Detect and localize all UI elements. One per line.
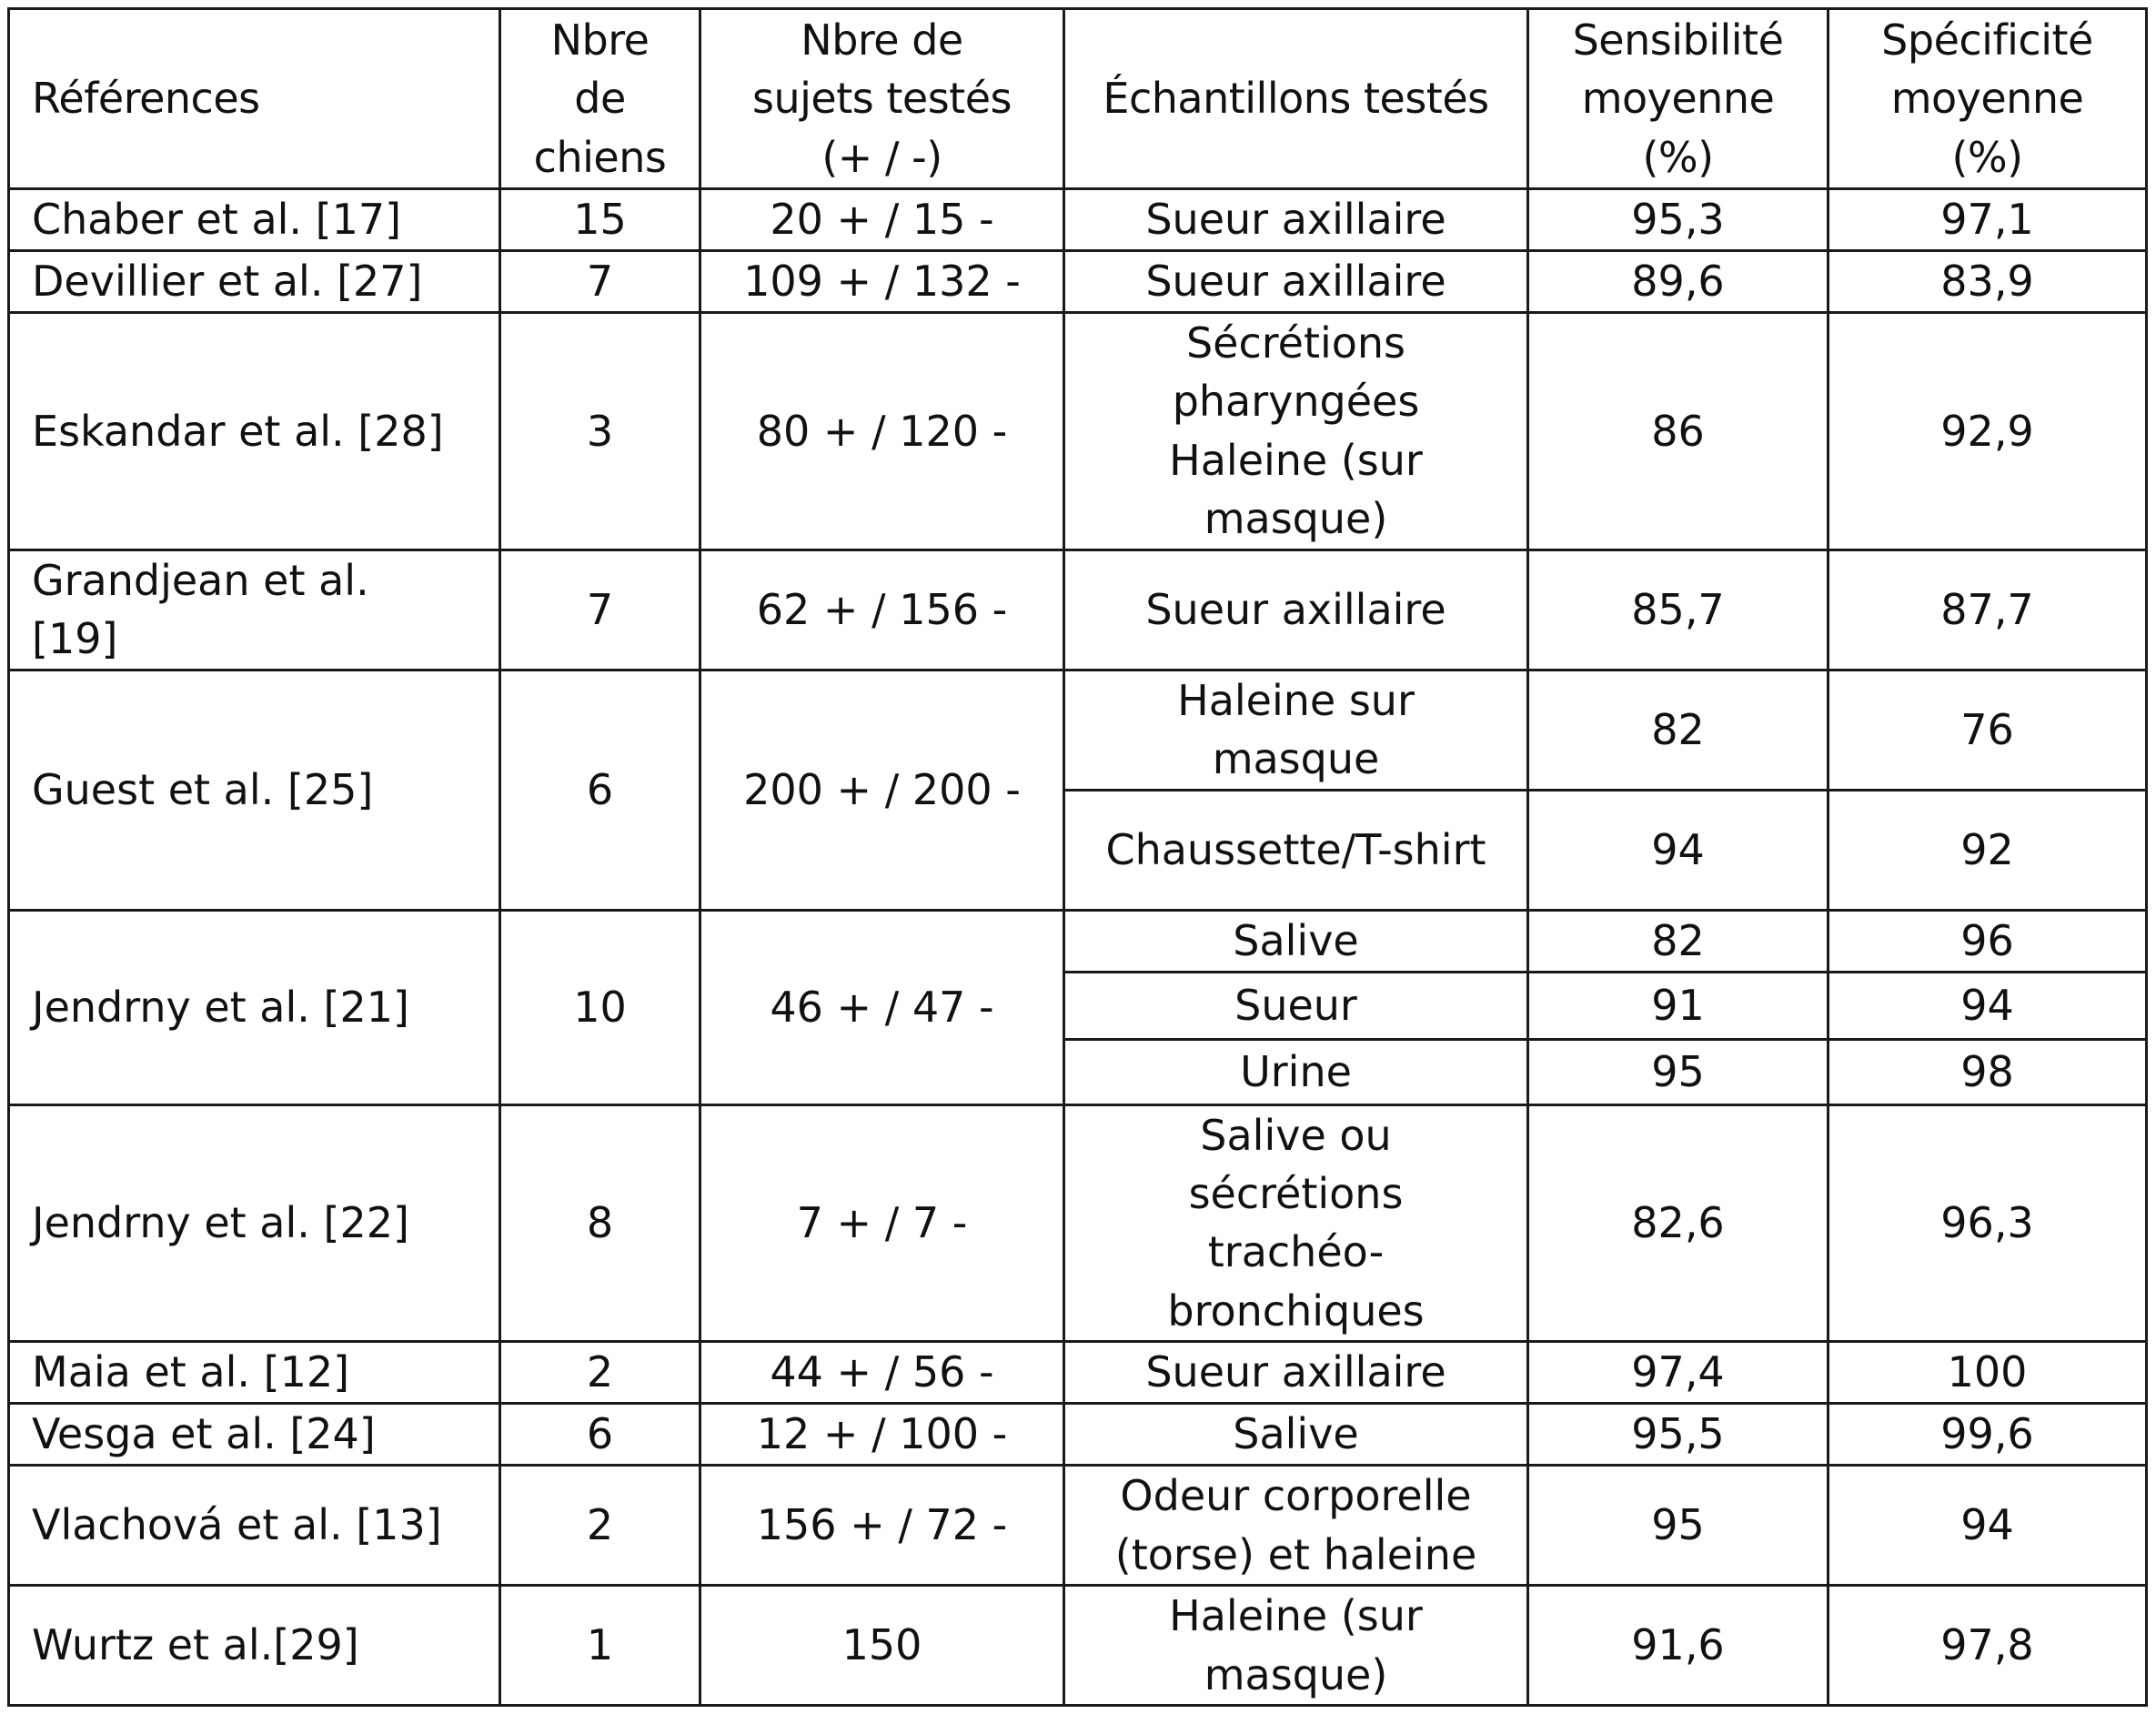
subjects-cell: 12 + / 100 - xyxy=(700,1404,1064,1466)
sample-cell: Sueur axillaire xyxy=(1064,1342,1528,1404)
header-specificity: Spécificité moyenne (%) xyxy=(1829,9,2147,189)
sensitivity-cell: 95 xyxy=(1528,1039,1829,1104)
specificity-cell: 99,6 xyxy=(1829,1404,2147,1466)
reference-cell: Eskandar et al. [28] xyxy=(9,313,500,550)
specificity-cell: 96 xyxy=(1829,910,2147,972)
sensitivity-cell: 95,3 xyxy=(1528,189,1829,251)
specificity-cell: 97,8 xyxy=(1829,1586,2147,1706)
table-row xyxy=(9,910,2147,972)
subjects-cell: 46 + / 47 - xyxy=(700,910,1064,1104)
subjects-cell: 44 + / 56 - xyxy=(700,1342,1064,1404)
dogs-count-cell: 1 xyxy=(500,1586,700,1706)
table-row xyxy=(9,1342,2147,1404)
subjects-cell: 80 + / 120 - xyxy=(700,313,1064,550)
studies-table-container xyxy=(7,7,2145,1707)
dogs-count-cell: 2 xyxy=(500,1342,700,1404)
sample-cell: Sueur axillaire xyxy=(1064,549,1528,670)
sample-cell: Sueur axillaire xyxy=(1064,251,1528,313)
sensitivity-cell: 82 xyxy=(1528,670,1829,790)
sensitivity-cell: 82 xyxy=(1528,910,1829,972)
table-row xyxy=(9,549,2147,670)
subjects-cell: 200 + / 200 - xyxy=(700,670,1064,910)
sensitivity-cell: 91,6 xyxy=(1528,1586,1829,1706)
specificity-cell: 87,7 xyxy=(1829,549,2147,670)
sensitivity-cell: 91 xyxy=(1528,972,1829,1039)
sensitivity-cell: 86 xyxy=(1528,313,1829,550)
sample-cell: Haleine (sur masque) xyxy=(1064,1586,1528,1706)
header-references: Références xyxy=(9,9,500,189)
table-row xyxy=(9,1104,2147,1342)
dog-detection-studies-table xyxy=(7,7,2148,1707)
sensitivity-cell: 82,6 xyxy=(1528,1104,1829,1342)
dogs-count-cell: 2 xyxy=(500,1466,700,1586)
sensitivity-cell: 89,6 xyxy=(1528,251,1829,313)
table-row xyxy=(9,1404,2147,1466)
table-row xyxy=(9,251,2147,313)
subjects-cell: 150 xyxy=(700,1586,1064,1706)
reference-cell: Vesga et al. [24] xyxy=(9,1404,500,1466)
specificity-cell: 92 xyxy=(1829,790,2147,910)
sample-cell: Haleine sur masque xyxy=(1064,670,1528,790)
subjects-cell: 109 + / 132 - xyxy=(700,251,1064,313)
subjects-cell: 7 + / 7 - xyxy=(700,1104,1064,1342)
reference-cell: Guest et al. [25] xyxy=(9,670,500,910)
sample-cell: Chaussette/T-shirt xyxy=(1064,790,1528,910)
reference-cell: Jendrny et al. [22] xyxy=(9,1104,500,1342)
sensitivity-cell: 95,5 xyxy=(1528,1404,1829,1466)
dogs-count-cell: 6 xyxy=(500,1404,700,1466)
subjects-cell: 20 + / 15 - xyxy=(700,189,1064,251)
header-dogs: Nbre de chiens xyxy=(500,9,700,189)
table-row xyxy=(9,1586,2147,1706)
specificity-cell: 96,3 xyxy=(1829,1104,2147,1342)
reference-cell: Devillier et al. [27] xyxy=(9,251,500,313)
reference-cell: Chaber et al. [17] xyxy=(9,189,500,251)
table-row xyxy=(9,189,2147,251)
dogs-count-cell: 10 xyxy=(500,910,700,1104)
sample-cell: Salive xyxy=(1064,910,1528,972)
sample-cell: Sueur xyxy=(1064,972,1528,1039)
reference-cell: Vlachová et al. [13] xyxy=(9,1466,500,1586)
specificity-cell: 76 xyxy=(1829,670,2147,790)
sensitivity-cell: 94 xyxy=(1528,790,1829,910)
table-row xyxy=(9,313,2147,550)
subjects-cell: 156 + / 72 - xyxy=(700,1466,1064,1586)
specificity-cell: 92,9 xyxy=(1829,313,2147,550)
subjects-cell: 62 + / 156 - xyxy=(700,549,1064,670)
sample-cell: Salive xyxy=(1064,1404,1528,1466)
dogs-count-cell: 15 xyxy=(500,189,700,251)
specificity-cell: 94 xyxy=(1829,972,2147,1039)
header-samples: Échantillons testés xyxy=(1064,9,1528,189)
specificity-cell: 94 xyxy=(1829,1466,2147,1586)
reference-cell: Jendrny et al. [21] xyxy=(9,910,500,1104)
sensitivity-cell: 97,4 xyxy=(1528,1342,1829,1404)
specificity-cell: 100 xyxy=(1829,1342,2147,1404)
header-subjects: Nbre de sujets testés (+ / -) xyxy=(700,9,1064,189)
specificity-cell: 83,9 xyxy=(1829,251,2147,313)
reference-cell: Wurtz et al.[29] xyxy=(9,1586,500,1706)
sample-cell: Sueur axillaire xyxy=(1064,189,1528,251)
table-row xyxy=(9,1466,2147,1586)
reference-cell: Maia et al. [12] xyxy=(9,1342,500,1404)
reference-cell: Grandjean et al. [19] xyxy=(9,549,500,670)
sample-cell: Urine xyxy=(1064,1039,1528,1104)
header-sensitivity: Sensibilité moyenne (%) xyxy=(1528,9,1829,189)
header-row xyxy=(9,9,2147,189)
sensitivity-cell: 95 xyxy=(1528,1466,1829,1586)
sample-cell: Salive ou sécrétions trachéo- bronchiques xyxy=(1064,1104,1528,1342)
sensitivity-cell: 85,7 xyxy=(1528,549,1829,670)
dogs-count-cell: 7 xyxy=(500,549,700,670)
specificity-cell: 98 xyxy=(1829,1039,2147,1104)
dogs-count-cell: 6 xyxy=(500,670,700,910)
dogs-count-cell: 7 xyxy=(500,251,700,313)
specificity-cell: 97,1 xyxy=(1829,189,2147,251)
table-row xyxy=(9,670,2147,790)
sample-cell: Sécrétions pharyngées Haleine (sur masque) xyxy=(1064,313,1528,550)
sample-cell: Odeur corporelle (torse) et haleine xyxy=(1064,1466,1528,1586)
dogs-count-cell: 8 xyxy=(500,1104,700,1342)
dogs-count-cell: 3 xyxy=(500,313,700,550)
